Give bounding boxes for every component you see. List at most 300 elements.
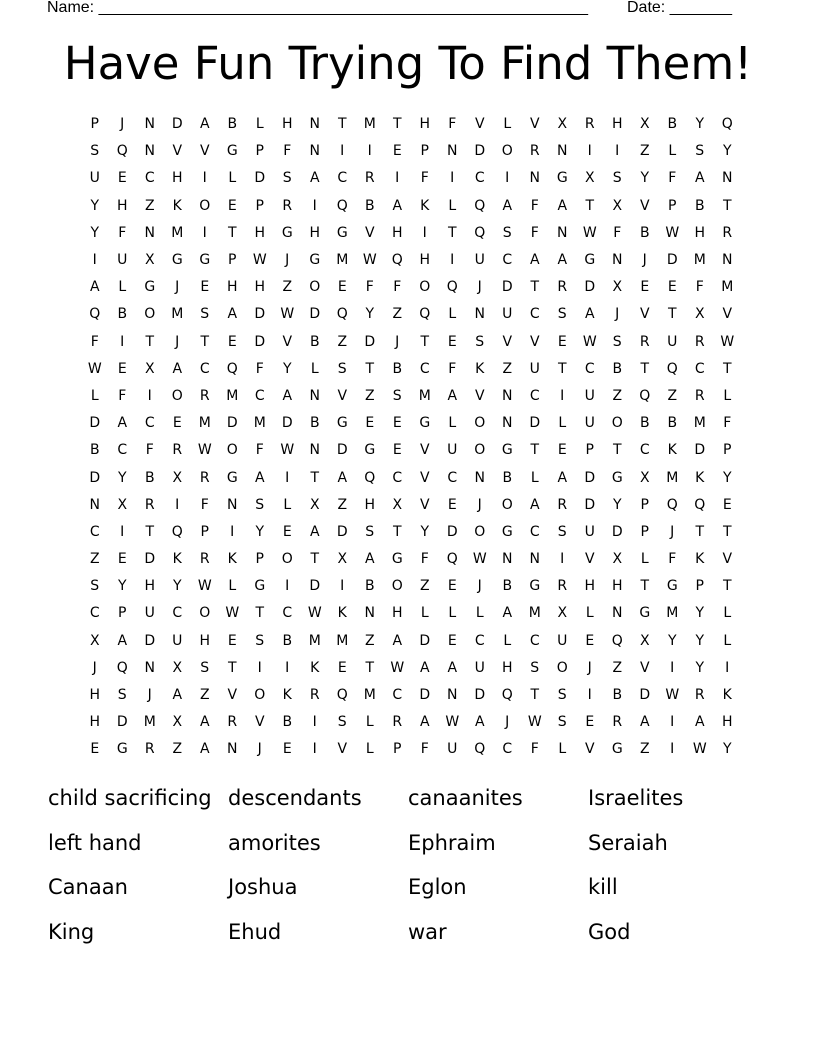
grid-letter: H [89, 687, 101, 704]
grid-letter: Z [639, 741, 650, 758]
grid-letter: S [392, 387, 402, 404]
grid-letter: I [147, 387, 152, 404]
word-bank-item: Joshua [228, 875, 298, 900]
grid-letter: P [585, 442, 594, 459]
grid-letter: P [640, 523, 649, 540]
grid-letter: W [225, 605, 240, 622]
grid-letter: H [199, 632, 211, 649]
grid-letter: Y [365, 306, 375, 323]
grid-letter: L [475, 605, 484, 622]
grid-letter: S [90, 578, 100, 595]
grid-letter: J [477, 496, 482, 513]
grid-letter: A [447, 387, 458, 404]
grid-letter: A [419, 659, 430, 676]
grid-letter: D [116, 714, 128, 731]
grid-letter: L [228, 170, 237, 187]
grid-letter: R [364, 170, 375, 187]
grid-letter: S [530, 659, 540, 676]
grid-letter: A [172, 687, 183, 704]
grid-letter: F [365, 279, 374, 296]
grid-letter: Q [446, 279, 458, 296]
grid-letter: J [477, 578, 482, 595]
grid-letter: T [200, 333, 210, 350]
grid-letter: Q [336, 687, 348, 704]
grid-letter: A [557, 197, 568, 214]
grid-letter: M [336, 252, 349, 269]
grid-letter: N [309, 442, 320, 459]
grid-letter: Y [722, 741, 732, 758]
grid-letter: H [364, 496, 376, 513]
grid-letter: V [474, 116, 485, 133]
grid-letter: E [90, 741, 100, 758]
grid-letter: T [530, 687, 540, 704]
grid-letter: L [723, 605, 732, 622]
grid-letter: T [310, 551, 320, 568]
grid-letter: W [197, 442, 212, 459]
grid-letter: W [445, 714, 460, 731]
grid-letter: U [144, 605, 155, 622]
grid-letter: D [144, 551, 156, 568]
grid-letter: D [611, 523, 623, 540]
grid-letter: M [198, 415, 211, 432]
grid-letter: Y [172, 578, 182, 595]
grid-letter: Q [639, 387, 651, 404]
grid-letter: Z [419, 578, 430, 595]
grid-letter: V [722, 551, 733, 568]
grid-letter: B [639, 224, 650, 241]
grid-letter: D [501, 279, 513, 296]
grid-letter: S [90, 143, 100, 160]
grid-row [81, 573, 741, 600]
grid-letter: U [447, 442, 458, 459]
grid-letter: J [120, 116, 125, 133]
grid-letter: D [336, 442, 348, 459]
grid-letter: F [613, 224, 622, 241]
grid-letter: O [144, 306, 156, 323]
grid-row [81, 220, 741, 247]
grid-letter: G [639, 605, 651, 622]
grid-letter: C [199, 360, 210, 377]
grid-letter: M [693, 415, 706, 432]
grid-letter: C [474, 170, 485, 187]
grid-letter: C [172, 605, 183, 622]
grid-letter: N [612, 252, 623, 269]
grid-letter: R [199, 551, 210, 568]
grid-letter: I [285, 469, 290, 486]
grid-letter: A [557, 252, 568, 269]
grid-letter: G [226, 143, 238, 160]
name-label: Name: [47, 0, 99, 16]
grid-letter: G [611, 741, 623, 758]
grid-letter: A [502, 605, 513, 622]
grid-letter: Z [89, 551, 100, 568]
word-bank-item: God [588, 919, 631, 944]
grid-letter: C [529, 387, 540, 404]
grid-letter: Q [171, 523, 183, 540]
grid-letter: T [640, 360, 650, 377]
grid-row [81, 600, 741, 627]
word-bank [48, 776, 788, 954]
grid-letter: M [226, 387, 239, 404]
grid-letter: T [365, 360, 375, 377]
grid-letter: I [92, 252, 97, 269]
grid-letter: F [530, 224, 539, 241]
grid-letter: F [420, 170, 429, 187]
grid-letter: K [310, 659, 320, 676]
grid-letter: N [364, 605, 375, 622]
grid-letter: K [695, 551, 705, 568]
grid-letter: I [367, 143, 372, 160]
grid-letter: Q [336, 197, 348, 214]
grid-letter: Q [116, 143, 128, 160]
grid-letter: N [447, 143, 458, 160]
grid-letter: V [502, 333, 513, 350]
grid-letter: L [365, 741, 374, 758]
word-bank-item: Israelites [588, 786, 684, 811]
grid-letter: K [475, 360, 485, 377]
grid-letter: I [312, 714, 317, 731]
grid-letter: I [120, 333, 125, 350]
grid-letter: Q [89, 306, 101, 323]
grid-letter: Y [612, 496, 622, 513]
word-bank-item: descendants [228, 786, 362, 811]
grid-letter: D [666, 252, 678, 269]
grid-letter: N [447, 687, 458, 704]
grid-letter: I [340, 578, 345, 595]
grid-letter: G [391, 551, 403, 568]
grid-letter: H [254, 224, 266, 241]
grid-letter: C [89, 523, 100, 540]
grid-letter: A [529, 496, 540, 513]
grid-letter: A [447, 659, 458, 676]
grid-letter: T [640, 578, 650, 595]
grid-letter: Q [666, 360, 678, 377]
grid-letter: K [227, 551, 237, 568]
grid-letter: K [667, 442, 677, 459]
grid-letter: J [587, 659, 592, 676]
grid-letter: P [90, 116, 99, 133]
grid-letter: H [721, 714, 733, 731]
grid-letter: C [694, 360, 705, 377]
grid-letter: D [254, 333, 266, 350]
grid-letter: D [419, 687, 431, 704]
grid-letter: B [502, 469, 513, 486]
grid-letter: L [585, 605, 594, 622]
grid-letter: E [117, 551, 127, 568]
grid-letter: Y [90, 197, 100, 214]
grid-letter: P [640, 496, 649, 513]
grid-letter: J [285, 252, 290, 269]
grid-letter: E [117, 360, 127, 377]
grid-letter: C [529, 632, 540, 649]
grid-letter: N [309, 116, 320, 133]
grid-letter: X [309, 496, 320, 513]
grid-letter: C [144, 170, 155, 187]
grid-letter: I [587, 687, 592, 704]
grid-letter: O [254, 687, 266, 704]
grid-letter: W [307, 605, 322, 622]
grid-letter: H [171, 170, 183, 187]
grid-letter: E [667, 279, 677, 296]
grid-letter: J [615, 306, 620, 323]
grid-letter: I [257, 659, 262, 676]
grid-letter: S [612, 333, 622, 350]
grid-letter: X [117, 496, 128, 513]
grid-letter: S [557, 523, 567, 540]
grid-letter: A [309, 523, 320, 540]
grid-letter: V [337, 741, 348, 758]
grid-letter: A [199, 116, 210, 133]
grid-letter: L [640, 551, 649, 568]
date-blank-line: _______ [669, 0, 732, 16]
grid-letter: R [199, 387, 210, 404]
grid-letter: T [722, 523, 732, 540]
grid-letter: T [722, 578, 732, 595]
grid-letter: P [695, 578, 704, 595]
grid-letter: X [144, 252, 155, 269]
grid-letter: Q [721, 116, 733, 133]
grid-row [81, 736, 741, 763]
grid-letter: G [171, 252, 183, 269]
grid-letter: T [145, 523, 155, 540]
grid-letter: S [365, 523, 375, 540]
grid-letter: D [281, 415, 293, 432]
grid-letter: O [199, 197, 211, 214]
grid-letter: U [474, 659, 485, 676]
grid-letter: F [695, 279, 704, 296]
name-blank-line: _______________________________________________________ [98, 0, 588, 16]
grid-letter: S [255, 632, 265, 649]
grid-letter: E [227, 632, 237, 649]
grid-letter: V [419, 442, 430, 459]
grid-letter: T [337, 116, 347, 133]
grid-letter: I [230, 523, 235, 540]
grid-letter: B [117, 306, 128, 323]
word-bank-item: Canaan [48, 875, 128, 900]
grid-letter: C [502, 252, 513, 269]
grid-letter: E [392, 415, 402, 432]
grid-letter: A [337, 469, 348, 486]
grid-row [81, 492, 741, 519]
grid-letter: O [171, 387, 183, 404]
grid-letter: G [584, 252, 596, 269]
grid-letter: A [392, 632, 403, 649]
grid-letter: Q [336, 306, 348, 323]
grid-letter: H [391, 224, 403, 241]
grid-letter: I [175, 496, 180, 513]
grid-letter: R [227, 714, 238, 731]
grid-letter: F [530, 197, 539, 214]
word-bank-item: left hand [48, 830, 142, 855]
grid-letter: V [282, 333, 293, 350]
grid-letter: I [615, 143, 620, 160]
grid-letter: X [639, 469, 650, 486]
grid-letter: E [557, 333, 567, 350]
word-bank-row [48, 821, 788, 866]
grid-letter: I [422, 224, 427, 241]
grid-row [81, 193, 741, 220]
grid-letter: L [723, 632, 732, 649]
name-field [47, 0, 588, 18]
grid-letter: E [337, 659, 347, 676]
grid-letter: R [694, 333, 705, 350]
grid-letter: B [612, 360, 623, 377]
grid-letter: V [639, 306, 650, 323]
grid-letter: I [120, 523, 125, 540]
grid-letter: C [282, 605, 293, 622]
grid-letter: X [144, 360, 155, 377]
grid-row [81, 111, 741, 138]
grid-letter: H [144, 578, 156, 595]
grid-letter: A [419, 714, 430, 731]
grid-letter: E [447, 496, 457, 513]
grid-letter: L [118, 279, 127, 296]
grid-letter: M [363, 687, 376, 704]
grid-letter: Y [695, 605, 705, 622]
grid-letter: B [502, 578, 513, 595]
grid-letter: Y [117, 578, 127, 595]
grid-letter: M [253, 415, 266, 432]
grid-letter: O [474, 442, 486, 459]
grid-letter: X [612, 197, 623, 214]
grid-letter: G [254, 578, 266, 595]
grid-letter: U [557, 632, 568, 649]
grid-letter: R [722, 224, 733, 241]
grid-letter: E [447, 333, 457, 350]
grid-letter: O [611, 415, 623, 432]
grid-letter: G [419, 415, 431, 432]
grid-letter: F [283, 143, 292, 160]
word-bank-item: kill [588, 875, 618, 900]
grid-letter: C [447, 469, 458, 486]
grid-letter: P [200, 523, 209, 540]
grid-letter: A [694, 714, 705, 731]
grid-letter: G [611, 469, 623, 486]
grid-row [81, 329, 741, 356]
grid-letter: Q [116, 659, 128, 676]
grid-letter: W [665, 224, 680, 241]
grid-letter: D [309, 578, 321, 595]
grid-letter: T [365, 659, 375, 676]
grid-letter: L [530, 469, 539, 486]
grid-letter: F [448, 360, 457, 377]
grid-letter: X [612, 279, 623, 296]
grid-letter: N [227, 741, 238, 758]
grid-letter: V [529, 333, 540, 350]
grid-letter: W [582, 333, 597, 350]
grid-letter: H [391, 605, 403, 622]
word-bank-item: child sacrificing [48, 786, 212, 811]
word-bank-item: canaanites [408, 786, 523, 811]
grid-letter: E [200, 279, 210, 296]
grid-row [81, 356, 741, 383]
grid-letter: Z [392, 306, 403, 323]
grid-letter: M [143, 714, 156, 731]
grid-letter: F [145, 442, 154, 459]
grid-letter: T [420, 333, 430, 350]
grid-letter: N [722, 170, 733, 187]
grid-letter: R [639, 333, 650, 350]
grid-letter: D [226, 415, 238, 432]
grid-letter: W [582, 224, 597, 241]
grid-letter: X [557, 605, 568, 622]
grid-letter: A [117, 632, 128, 649]
grid-letter: A [199, 714, 210, 731]
grid-letter: M [666, 469, 679, 486]
grid-letter: P [228, 252, 237, 269]
grid-letter: O [501, 143, 513, 160]
grid-letter: S [557, 306, 567, 323]
grid-letter: I [505, 170, 510, 187]
grid-letter: U [89, 170, 100, 187]
grid-letter: S [337, 360, 347, 377]
grid-letter: F [530, 741, 539, 758]
grid-letter: G [501, 442, 513, 459]
grid-letter: J [147, 687, 152, 704]
word-bank-item: Ehud [228, 919, 282, 944]
grid-letter: L [503, 116, 512, 133]
grid-letter: B [309, 333, 320, 350]
grid-letter: L [558, 741, 567, 758]
grid-letter: P [723, 442, 732, 459]
word-bank-row [48, 865, 788, 910]
grid-letter: D [584, 496, 596, 513]
grid-letter: N [474, 306, 485, 323]
grid-letter: O [474, 415, 486, 432]
grid-letter: W [280, 442, 295, 459]
grid-letter: H [584, 578, 596, 595]
grid-row [81, 464, 741, 491]
grid-letter: K [172, 551, 182, 568]
grid-letter: V [722, 306, 733, 323]
grid-letter: R [282, 197, 293, 214]
grid-letter: S [612, 170, 622, 187]
grid-letter: G [144, 279, 156, 296]
grid-letter: I [560, 551, 565, 568]
grid-letter: J [505, 714, 510, 731]
grid-letter: S [695, 143, 705, 160]
grid-row [81, 247, 741, 274]
grid-letter: H [611, 116, 623, 133]
grid-letter: D [144, 632, 156, 649]
grid-letter: M [666, 605, 679, 622]
grid-letter: E [227, 333, 237, 350]
grid-letter: E [337, 279, 347, 296]
grid-letter: T [557, 360, 567, 377]
grid-letter: S [255, 496, 265, 513]
grid-letter: Q [474, 741, 486, 758]
grid-letter: U [667, 333, 678, 350]
grid-letter: Z [337, 333, 348, 350]
grid-letter: B [282, 714, 293, 731]
worksheet-header [47, 0, 747, 18]
grid-letter: H [419, 116, 431, 133]
grid-letter: N [502, 387, 513, 404]
grid-letter: B [667, 415, 678, 432]
grid-letter: D [336, 523, 348, 540]
grid-letter: A [227, 306, 238, 323]
grid-letter: S [557, 687, 567, 704]
grid-letter: D [529, 415, 541, 432]
grid-letter: V [639, 659, 650, 676]
grid-letter: T [530, 279, 540, 296]
grid-letter: V [419, 496, 430, 513]
grid-letter: V [529, 116, 540, 133]
grid-letter: H [226, 279, 238, 296]
grid-row [81, 655, 741, 682]
grid-letter: L [503, 632, 512, 649]
word-bank-item: Ephraim [408, 830, 496, 855]
